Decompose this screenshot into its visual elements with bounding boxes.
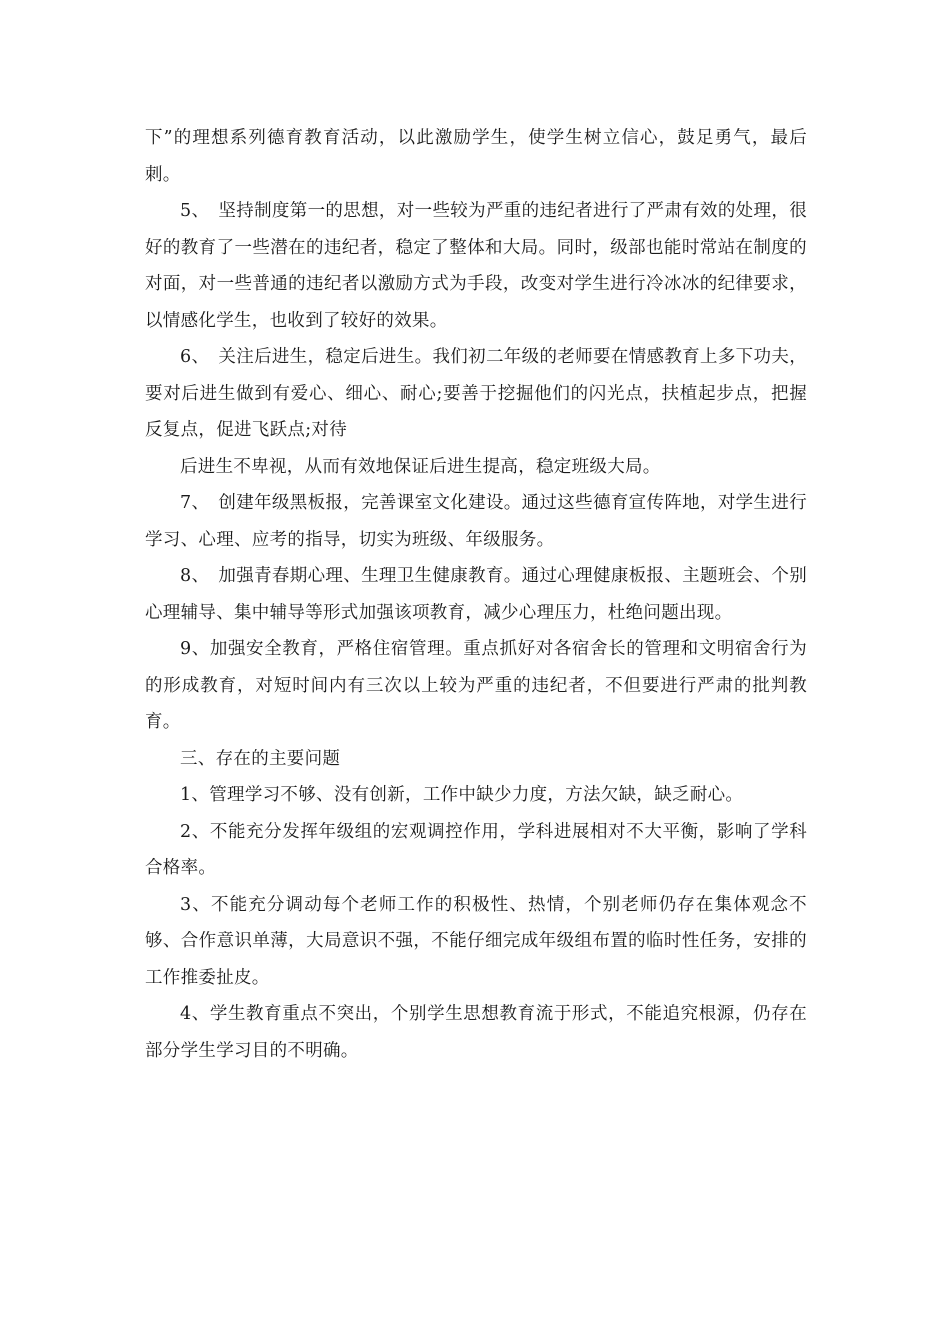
paragraph: 4、学生教育重点不突出，个别学生思想教育流于形式，不能追究根源，仍存在部分学生学习目的不明确。: [145, 1004, 807, 1061]
paragraph: 6、 关注后进生，稳定后进生。我们初二年级的老师要在情感教育上多下功夫，要对后进生做到有爱心、细心、耐心;要善于挖掘他们的闪光点，扶植起步点，把握反复点，促进飞跃点;对待: [145, 347, 807, 440]
paragraph: 2、不能充分发挥年级组的宏观调控作用，学科进展相对不大平衡，影响了学科合格率。: [145, 821, 807, 878]
paragraph: 3、不能充分调动每个老师工作的积极性、热情，个别老师仍存在集体观念不够、合作意识单薄，大局意识不强，不能仔细完成年级组布置的临时性任务，安排的工作推委扯皮。: [145, 894, 807, 988]
paragraph: 7、 创建年级黑板报，完善课室文化建设。通过这些德育宣传阵地，对学生进行学习、心理、应考的指导，切实为班级、年级服务。: [145, 493, 807, 550]
section-heading: 三、存在的主要问题: [180, 748, 341, 769]
paragraph: 后进生不卑视，从而有效地保证后进生提高，稳定班级大局。: [180, 456, 661, 477]
paragraph: 下”的理想系列德育教育活动，以此激励学生，使学生树立信心，鼓足勇气，最后刺。: [145, 128, 807, 185]
paragraph: 9、加强安全教育，严格住宿管理。重点抓好对各宿舍长的管理和文明宿舍行为的形成教育，对短时间内有三次以上较为严重的违纪者，不但要进行严肃的批判教育。: [145, 639, 807, 732]
paragraph: 8、 加强青春期心理、生理卫生健康教育。通过心理健康板报、主题班会、个别心理辅导、集中辅导等形式加强该项教育，减少心理压力，杜绝问题出现。: [145, 566, 807, 623]
paragraph: 5、 坚持制度第一的思想，对一些较为严重的违纪者进行了严肃有效的处理，很好的教育了一些潜在的违纪者，稳定了整体和大局。同时，级部也能时常站在制度的对面，对一些普通的违纪者以激励方式为手段，改变对学生进行冷冰冰的纪律要求，以情感化学生，也收到了较好的效果。: [145, 201, 807, 331]
document-body: [145, 120, 807, 1069]
paragraph: 1、管理学习不够、没有创新，工作中缺少力度，方法欠缺，缺乏耐心。: [180, 785, 744, 805]
